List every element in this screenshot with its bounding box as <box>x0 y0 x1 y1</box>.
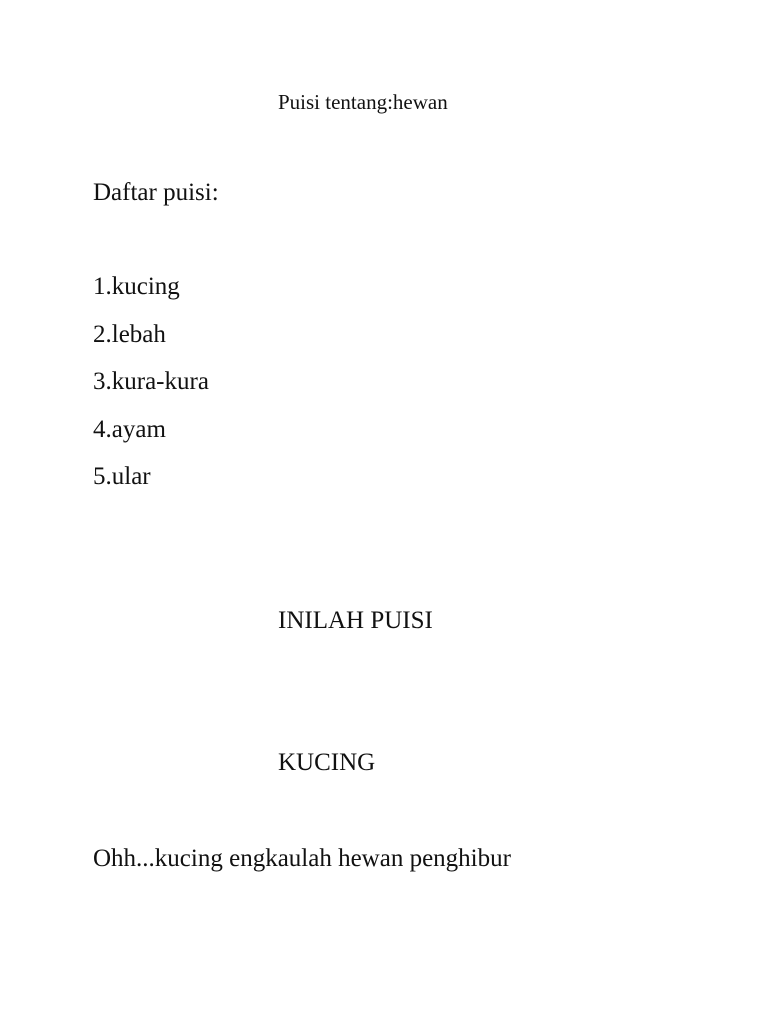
poem-title: KUCING <box>278 749 376 776</box>
poem-list-item: 3.kura-kura <box>93 368 209 395</box>
section-heading: INILAH PUISI <box>278 607 433 634</box>
poem-list-item: 1.kucing <box>93 273 180 300</box>
poem-list-item: 4.ayam <box>93 415 166 443</box>
document-title: Puisi tentang:hewan <box>278 90 448 114</box>
poem-line: Ohh...kucing engkaulah hewan penghibur <box>93 845 511 872</box>
poem-list-heading: Daftar puisi: <box>93 179 219 206</box>
poem-list-item: 2.lebah <box>93 320 166 348</box>
poem-list <box>93 274 209 512</box>
poem-list-item: 5.ular <box>93 463 151 490</box>
